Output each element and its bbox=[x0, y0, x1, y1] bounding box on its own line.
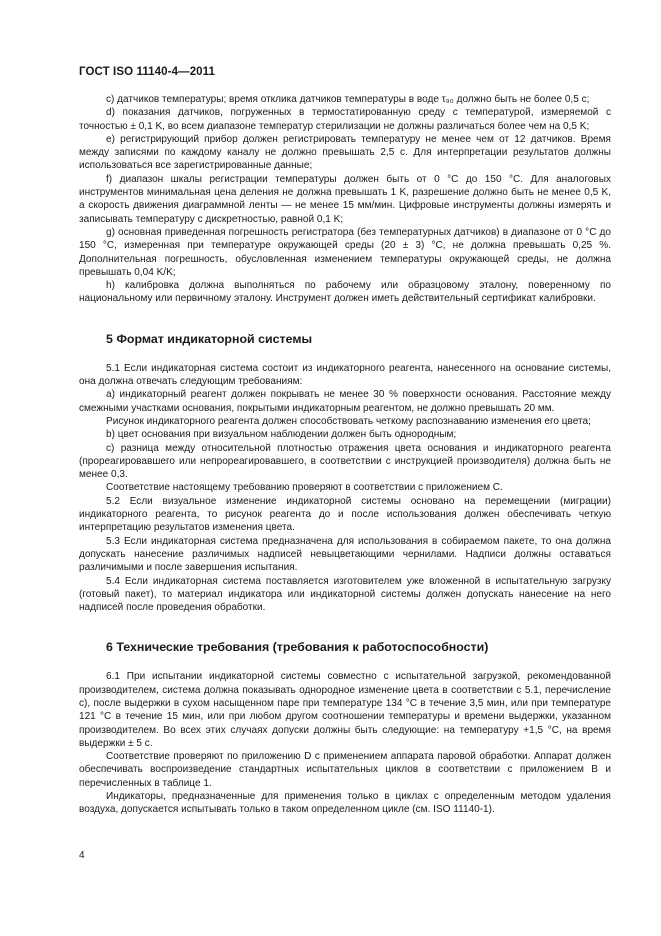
paragraph: d) показания датчиков, погруженных в термостатированную среду с температурой, измеряемой с точностью ± 0,1 K, во всем диапазоне температур стерилизации не должны различаться более чем на 0,5 K; bbox=[79, 107, 611, 132]
paragraph: 6.1 При испытании индикаторной системы совместно с испытательной загрузкой, рекомендованной производителем, система должна показывать однородное изменение цвета в соответствии с 5.1, перечисление с), после выдержки в сухом насыщенном паре при температуре 134 °С в течение 3,5 мин, или при температуре 121 °С в течение 15 мин, или при любом другом соотношении температуры и времени выдержки, указанном производителем. Во всех этих случаях допуски должны быть следующие: на температуру +1,5 °С, на время выдержки ± 5 с. bbox=[79, 671, 611, 749]
section-5-heading: 5 Формат индикаторной системы bbox=[106, 331, 313, 346]
paragraph: h) калибровка должна выполняться по рабочему или образцовому эталону, поверенному по национальному или первичному эталону. Инструмент должен иметь действительный сертификат калибровки. bbox=[79, 280, 611, 305]
section-6-body bbox=[79, 670, 611, 816]
paragraph: f) диапазон шкалы регистрации температуры должен быть от 0 °С до 150 °С. Для аналоговых инструментов минимальная цена деления не должна превышать 1 K, разрешение должно быть не менее 0,5 K, а скорость движения диаграммной ленты — не менее 15 мм/мин. Цифровые инструменты должны измерять и записывать температуру с дискретностью, равной 0,1 K; bbox=[79, 173, 611, 225]
paragraph: Соответствие настоящему требованию проверяют в соответствии с приложением С. bbox=[106, 482, 503, 494]
document-header: ГОСТ ISO 11140-4—2011 bbox=[79, 66, 216, 78]
document-body bbox=[79, 93, 611, 817]
paragraph: 5.3 Если индикаторная система предназначена для использования в собираемом пакете, то она должна допускать нанесение различимых надписей невыцветающими чернилами. Надписи должны оставаться различимыми и после завершения испытания. bbox=[79, 535, 611, 574]
paragraph: 5.1 Если индикаторная система состоит из индикаторного реагента, нанесенного на основание системы, она должна отвечать следующим требованиям: bbox=[79, 362, 611, 388]
paragraph: с) датчиков температуры; время отклика датчиков температуры в воде τ₉₀ должно быть не более 0,5 с; bbox=[106, 94, 590, 105]
paragraph: g) основная приведенная погрешность регистратора (без температурных датчиков) в диапазоне от 0 °С до 150 °С, измеренная при температуре окружающей среды (20 ± 3) °С, не должна превышать 0,25 %. Дополнительная погрешность, обусловленная изменением температуры окружающей среды, не должна превышать 0,04 K/K; bbox=[79, 226, 611, 278]
paragraph: Индикаторы, предназначенные для применения только в циклах с определенным методом удаления воздуха, допускается испытывать только в таком определенном цикле (см. ISO 11140-1). bbox=[79, 791, 611, 816]
paragraph: 5.2 Если визуальное изменение индикаторной системы основано на перемещении (миграции) индикаторного реагента, то рисунок реагента до и после использования должен обеспечивать четкую интерпретацию результатов изменения цвета. bbox=[79, 495, 611, 534]
paragraph: Соответствие проверяют по приложению D с применением аппарата паровой обработки. Аппарат должен обеспечивать воспроизведение стандартных испытательных циклов в соответствии с приложением В и перечисленных в таблице 1. bbox=[79, 751, 611, 789]
page-number: 4 bbox=[79, 850, 85, 861]
section-4-continuation bbox=[79, 93, 611, 306]
paragraph: с) разница между относительной плотностью отражения цвета основания и индикаторного реагента (прореагировавшего или непрореагировавшего, в соответствии с инструкцией производителя) должна быть не менее 0,3. bbox=[79, 442, 611, 481]
paragraph: е) регистрирующий прибор должен регистрировать температуру не менее чем от 12 датчиков. Время между записями по каждому каналу не должно превышать 2,5 с. Для интерпретации результатов должны использоваться все зарегистрированные данные; bbox=[79, 133, 611, 172]
paragraph: 5.4 Если индикаторная система поставляется изготовителем уже вложенной в испытательную загрузку (готовый пакет), то материал индикатора или индикаторной системы должен допускать нанесение на него надписей после проведения обработки. bbox=[79, 575, 611, 614]
paragraph: а) индикаторный реагент должен покрывать не менее 30 % поверхности основания. Расстояние между смежными участками основания, покрытыми индикаторным реагентом, не должно превышать 20 мм. bbox=[79, 389, 611, 414]
paragraph: Рисунок индикаторного реагента должен способствовать четкому распознаванию изменения его цвета; bbox=[106, 415, 591, 427]
section-6-heading: 6 Технические требования (требования к работоспособности) bbox=[106, 640, 489, 655]
paragraph: b) цвет основания при визуальном наблюдении должен быть однородным; bbox=[106, 429, 457, 441]
section-5-body bbox=[79, 362, 611, 615]
